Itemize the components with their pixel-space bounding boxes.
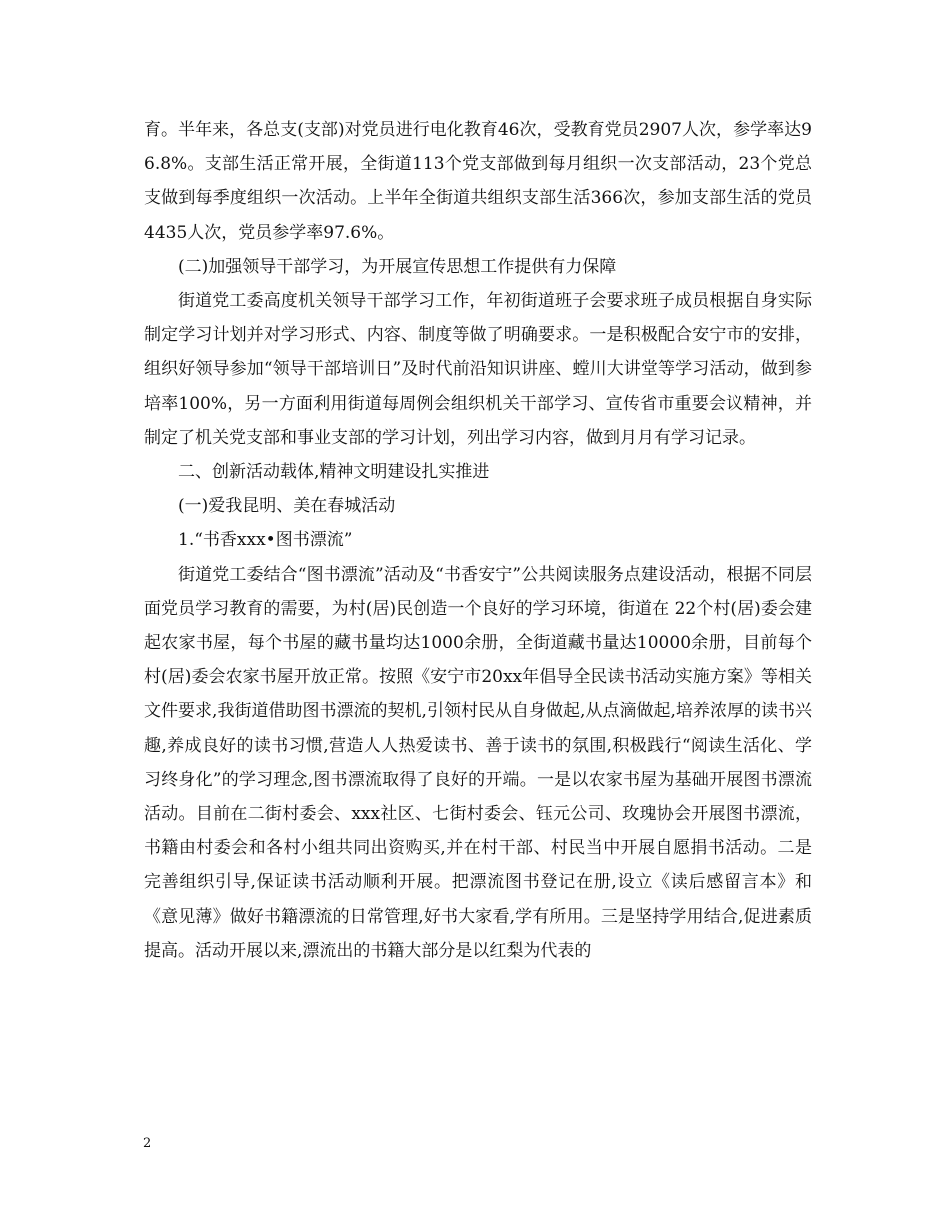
paragraph-book-drifting: 街道党工委结合“图书漂流”活动及“书香安宁”公共阅读服务点建设活动，根据不同层面党员学习教育的需要，为村(居)民创造一个良好的学习环境，街道在 22个村(居)委会建起农家书屋，每个书屋的藏书量均达1000余册，全街道藏书量达10000余册，目前每个村(居)委会农家书屋开放正常。按照《安宁市20xx年倡导全民读书活动实施方案》等相关文件要求,我街道借助图书漂流的契机,引领村民从自身做起,从点滴做起,培养浓厚的读书兴趣,养成良好的读书习惯,营造人人热爱读书、善于读书的氛围,积极践行“阅读生活化、学习终身化”的学习理念,图书漂流取得了良好的开端。一是以农家书屋为基础开展图书漂流活动。目前在二街村委会、xxx社区、七街村委会、钰元公司、玫瑰协会开展图书漂流，书籍由村委会和各村小组共同出资购买,并在村干部、村民当中开展自愿捐书活动。二是完善组织引导,保证读书活动顺利开展。把漂流图书登记在册,设立《读后感留言本》和《意见薄》做好书籍漂流的日常管理,好书大家看,学有所用。三是坚持学用结合,促进素质提高。活动开展以来,漂流出的书籍大部分是以红梨为代表的 xyxy=(144,564,812,961)
document-body xyxy=(144,113,812,968)
heading-book-drifting: 1.“书香xxx•图书漂流” xyxy=(178,530,353,551)
paragraph-party-education-stats: 育。半年来，各总支(支部)对党员进行电化教育46次，受教育党员2907人次，参学率达96.8%。支部生活正常开展，全街道113个党支部做到每月组织一次支部活动，23个党总支做到每季度组织一次活动。上半年全街道共组织支部生活366次，参加支部生活的党员4435人次，党员参学率97.6%。 xyxy=(144,120,812,243)
page-number: 2 xyxy=(143,1136,152,1151)
heading-section-two: 二、创新活动载体,精神文明建设扎实推进 xyxy=(178,462,490,483)
heading-leader-study: (二)加强领导干部学习，为开展宣传思想工作提供有力保障 xyxy=(178,256,617,277)
paragraph-leader-study: 街道党工委高度机关领导干部学习工作，年初街道班子会要求班子成员根据自身实际制定学习计划并对学习形式、内容、制度等做了明确要求。一是积极配合安宁市的安排，组织好领导参加“领导干部培训日”及时代前沿知识讲座、螳川大讲堂等学习活动，做到参培率100%，另一方面利用街道每周例会组织机关干部学习、宣传省市重要会议精神，并制定了机关党支部和事业支部的学习计划，列出学习内容，做到月月有学习记录。 xyxy=(144,291,812,448)
heading-love-kunming: (一)爱我昆明、美在春城活动 xyxy=(178,496,396,517)
